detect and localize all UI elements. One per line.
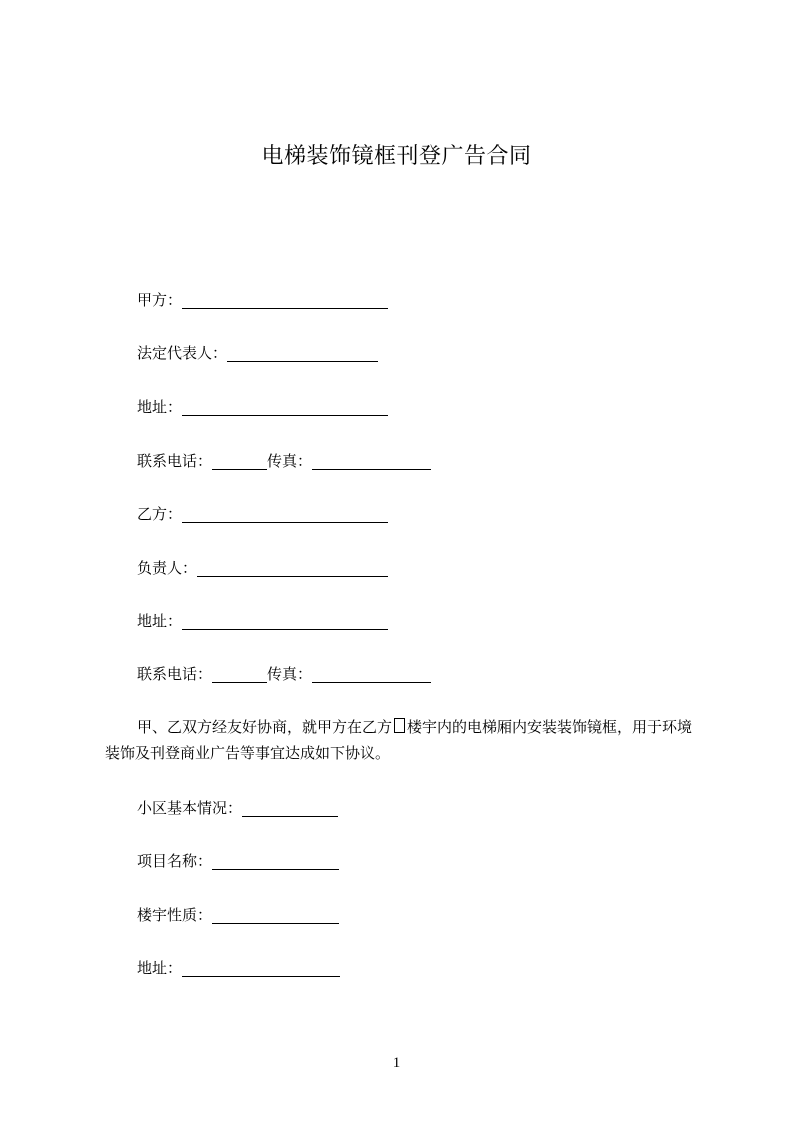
address-b-line <box>137 611 388 631</box>
legal-rep-line <box>137 343 378 363</box>
project-name-label: 项目名称： <box>137 852 213 870</box>
party-b-label: 乙方： <box>137 505 183 523</box>
community-address-label: 地址： <box>137 959 183 977</box>
fax-b-blank[interactable] <box>312 666 431 683</box>
fax-a-label: 传真： <box>267 452 313 470</box>
project-name-blank[interactable] <box>212 853 339 870</box>
phone-a-label: 联系电话： <box>137 452 213 470</box>
building-type-blank[interactable] <box>212 907 339 924</box>
address-a-blank[interactable] <box>182 399 388 416</box>
address-b-blank[interactable] <box>182 613 388 630</box>
community-info-line <box>137 798 338 818</box>
building-type-label: 楼宇性质： <box>137 906 213 924</box>
community-info-blank[interactable] <box>242 800 338 817</box>
page-number: 1 <box>392 1055 401 1071</box>
party-a-blank[interactable] <box>182 292 388 309</box>
party-a-label: 甲方： <box>137 291 183 309</box>
party-a-line <box>137 290 388 310</box>
party-b-line <box>137 504 388 524</box>
address-a-line <box>137 397 388 417</box>
community-address-blank[interactable] <box>182 960 340 977</box>
legal-rep-blank[interactable] <box>227 345 378 362</box>
building-type-line <box>137 905 339 925</box>
person-in-charge-blank[interactable] <box>197 560 388 577</box>
phone-b-blank[interactable] <box>212 666 267 683</box>
address-b-label: 地址： <box>137 612 183 630</box>
legal-rep-label: 法定代表人： <box>137 344 228 362</box>
person-in-charge-line <box>137 558 388 578</box>
party-b-blank[interactable] <box>182 506 388 523</box>
document-title: 电梯装饰镜框刊登广告合同 <box>261 144 532 169</box>
contact-b-line <box>137 664 431 684</box>
intro-text-part1: 甲、乙双方经友好协商，就甲方在乙方 <box>137 718 393 736</box>
community-address-line <box>137 958 340 978</box>
contact-a-line <box>137 451 431 471</box>
fax-a-blank[interactable] <box>312 453 431 470</box>
fax-b-label: 传真： <box>267 665 313 683</box>
address-a-label: 地址： <box>137 398 183 416</box>
phone-b-label: 联系电话： <box>137 665 213 683</box>
project-name-line <box>137 851 339 871</box>
intro-paragraph <box>105 714 705 766</box>
community-info-label: 小区基本情况： <box>137 799 243 817</box>
person-in-charge-label: 负责人： <box>137 559 198 577</box>
building-checkbox[interactable] <box>394 718 405 733</box>
phone-a-blank[interactable] <box>212 453 267 470</box>
intro-text-part2: 楼宇内的电梯厢内安装装饰镜框，用于环境装饰及刊登商业广告等事宜达成如下协议。 <box>105 718 693 762</box>
